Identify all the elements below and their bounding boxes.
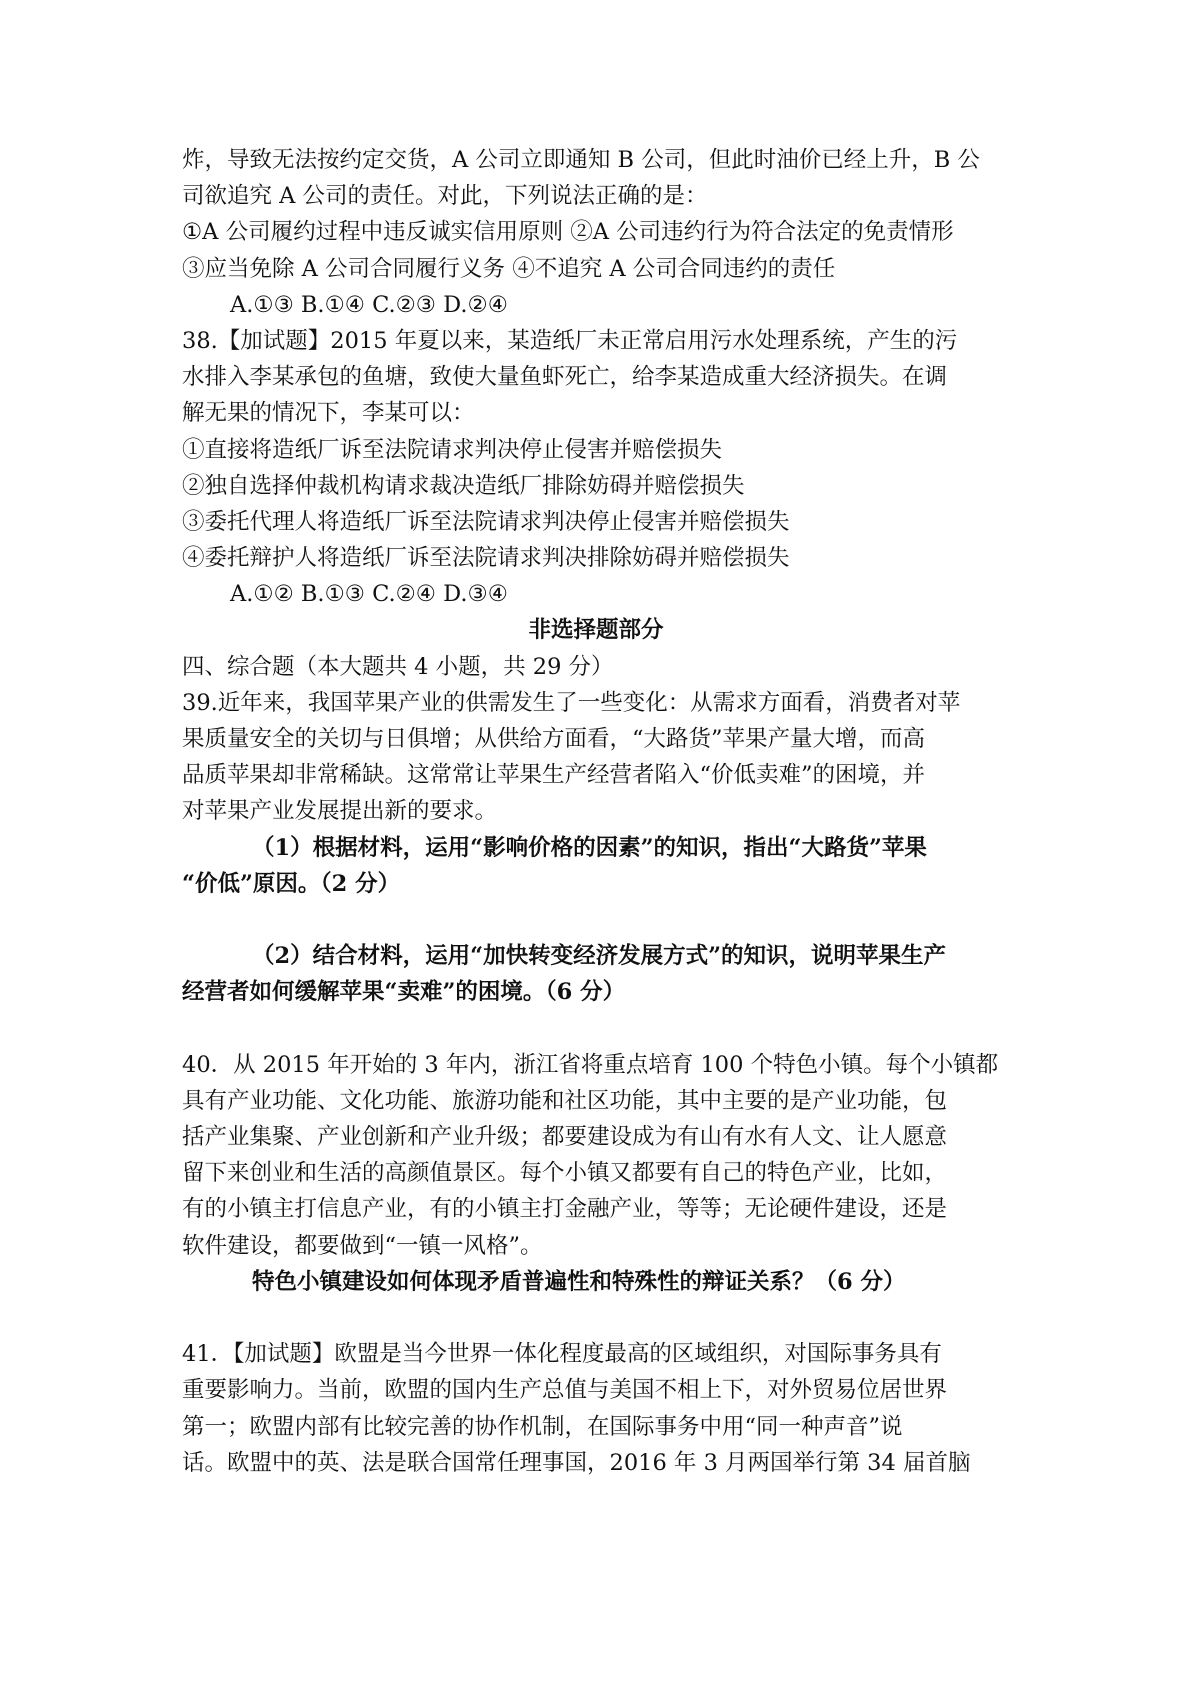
q40-text-line: 软件建设，都要做到“一镇一风格”。 <box>182 1232 543 1259</box>
q41-text-line: 第一；欧盟内部有比较完善的协作机制，在国际事务中用“同一种声音”说 <box>182 1413 903 1440</box>
q37-text-line: 司欲追究 A 公司的责任。对此，下列说法正确的是： <box>182 183 708 210</box>
q38-option-1: ①直接将造纸厂诉至法院请求判决停止侵害并赔偿损失 <box>182 436 723 463</box>
q39-text-line: 品质苹果却非常稀缺。这常常让苹果生产经营者陷入“价低卖难”的困境，并 <box>182 762 926 789</box>
q38-text-line: 38.【加试题】2015 年夏以来，某造纸厂未正常启用污水处理系统，产生的污 <box>182 327 958 354</box>
q37-choices: A.①③ B.①④ C.②③ D.②④ <box>230 291 508 318</box>
answer-space <box>182 1011 1010 1047</box>
q37-option-line: ③应当免除 A 公司合同履行义务 ④不追究 A 公司合同违约的责任 <box>182 255 836 282</box>
q39-sub1-line: （1）根据材料，运用“影响价格的因素”的知识，指出“大路货”苹果 <box>252 834 927 861</box>
q38-choices: A.①② B.①③ C.②④ D.③④ <box>230 581 508 608</box>
answer-space <box>182 1300 1010 1336</box>
q39-sub1-line: “价低”原因。（2 分） <box>182 870 401 897</box>
q38-option-4: ④委托辩护人将造纸厂诉至法院请求判决排除妨碍并赔偿损失 <box>182 545 790 572</box>
q37-text-line: 炸，导致无法按约定交货，A 公司立即通知 B 公司，但此时油价已经上升，B 公 <box>182 147 980 173</box>
q39-text-line: 对苹果产业发展提出新的要求。 <box>182 798 498 825</box>
q41-text-line: 41．【加试题】欧盟是当今世界一体化程度最高的区域组织，对国际事务具有 <box>182 1341 942 1368</box>
q39-text-line: 果质量安全的关切与日俱增；从供给方面看，“大路货”苹果产量大增，而高 <box>182 726 926 752</box>
q38-text-line: 水排入李某承包的鱼塘，致使大量鱼虾死亡，给李某造成重大经济损失。在调 <box>182 364 948 391</box>
q39-sub2-line: 经营者如何缓解苹果“卖难”的困境。（6 分） <box>182 979 626 1006</box>
q41-text-line: 话。欧盟中的英、法是联合国常任理事国，2016 年 3 月两国举行第 34 届首脑 <box>182 1449 971 1476</box>
q40-text-line: 有的小镇主打信息产业，有的小镇主打金融产业，等等；无论硬件建设，还是 <box>182 1196 948 1223</box>
q41-text-line: 重要影响力。当前，欧盟的国内生产总值与美国不相上下，对外贸易位居世界 <box>182 1377 948 1404</box>
q40-text-line: 括产业集聚、产业创新和产业升级；都要建设成为有山有水有人文、让人愿意 <box>182 1124 948 1151</box>
q38-option-3: ③委托代理人将造纸厂诉至法院请求判决停止侵害并赔偿损失 <box>182 508 790 535</box>
q40-text-line: 40．从 2015 年开始的 3 年内，浙江省将重点培育 100 个特色小镇。每个小镇都 <box>182 1051 999 1078</box>
q37-option-line: ①A 公司履约过程中违反诚实信用原则 ②A 公司违约行为符合法定的免责情形 <box>182 219 954 246</box>
answer-space <box>182 902 1010 938</box>
q40-text-line: 具有产业功能、文化功能、旅游功能和社区功能，其中主要的是产业功能，包 <box>182 1087 948 1114</box>
section-part-heading: 四、综合题（本大题共 4 小题，共 29 分） <box>182 653 614 680</box>
q39-text-line: 39.近年来，我国苹果产业的供需发生了一些变化：从需求方面看，消费者对苹 <box>182 689 961 716</box>
q40-question: 特色小镇建设如何体现矛盾普遍性和特殊性的辩证关系？（6 分） <box>252 1268 906 1295</box>
section-title: 非选择题部分 <box>528 617 664 644</box>
q38-text-line: 解无果的情况下，李某可以： <box>182 400 475 427</box>
q40-text-line: 留下来创业和生活的高颜值景区。每个小镇又都要有自己的特色产业，比如， <box>182 1160 948 1187</box>
q39-sub2-line: （2）结合材料，运用“加快转变经济发展方式”的知识，说明苹果生产 <box>252 943 947 970</box>
q38-option-2: ②独自选择仲裁机构请求裁决造纸厂排除妨碍并赔偿损失 <box>182 472 745 499</box>
